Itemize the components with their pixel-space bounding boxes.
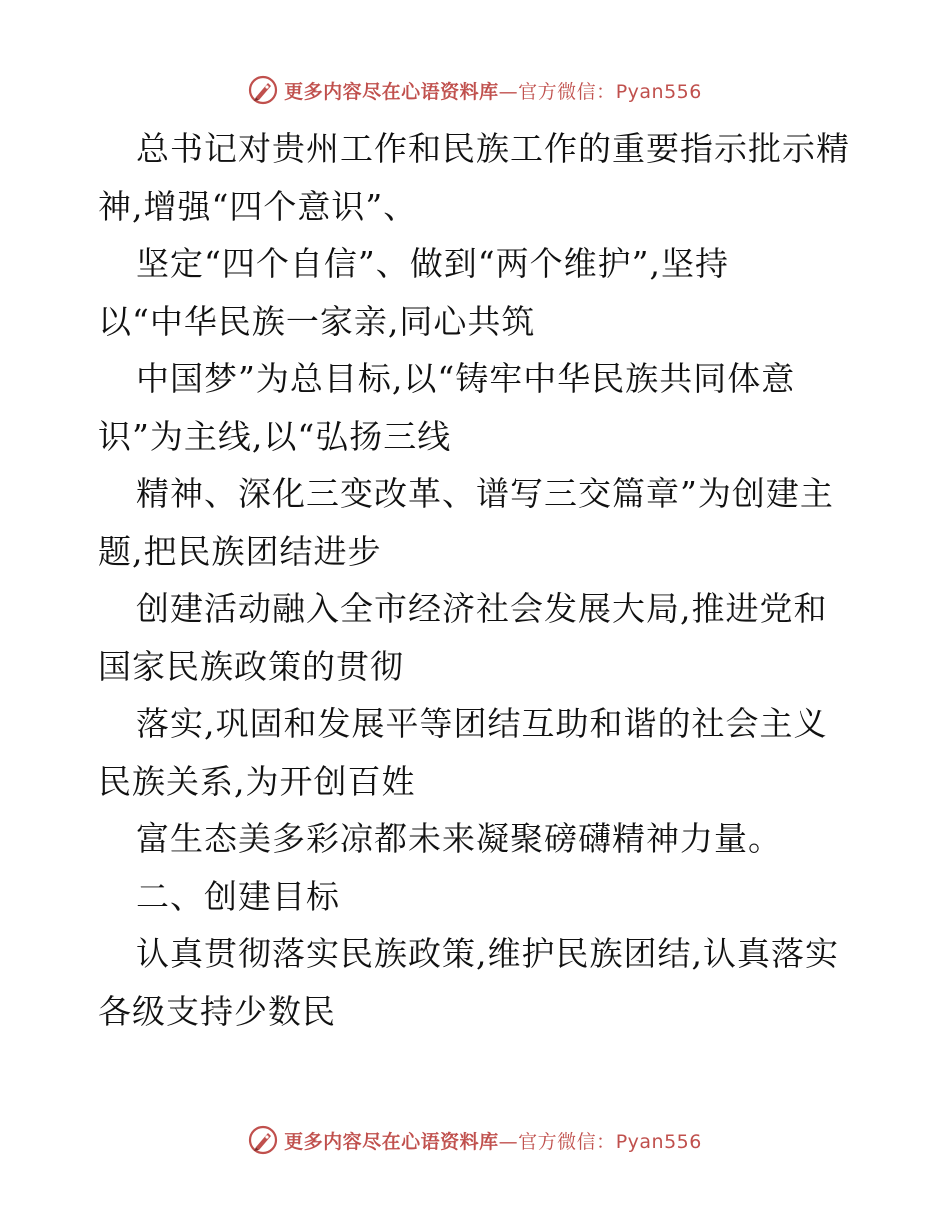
text-line: 精神、深化三变改革、谱写三交篇章”为创建主 (136, 474, 834, 513)
header-wechat-id: Pyan556 (615, 80, 702, 103)
text-line: 以“中华民族一家亲,同心共筑 (98, 301, 536, 341)
footer-separator: — (498, 1130, 519, 1153)
pen-logo-icon (248, 1125, 278, 1155)
footer-banner-text (284, 1127, 702, 1154)
text-line: 民族关系,为开创百姓 (98, 761, 416, 801)
header-banner (0, 70, 950, 110)
footer-banner (0, 1120, 950, 1160)
text-line: 神,增强“四个意识”、 (98, 186, 418, 226)
text-line: 富生态美多彩凉都未来凝聚磅礴精神力量。 (136, 819, 782, 858)
text-line: 题,把民族团结进步 (98, 531, 382, 571)
text-line: 识”为主线,以“弘扬三线 (98, 416, 452, 456)
text-line: 坚定“四个自信”、做到“两个维护”,坚持 (136, 244, 729, 283)
header-banner-text (284, 77, 702, 104)
text-line: 落实,巩固和发展平等团结互助和谐的社会主义 (136, 704, 828, 743)
text-line: 认真贯彻落实民族政策,维护民族团结,认真落实 (136, 934, 839, 973)
header-library-text: 更多内容尽在心语资料库 (284, 80, 499, 103)
text-line: 创建活动融入全市经济社会发展大局,推进党和 (136, 589, 828, 628)
footer-wechat-id: Pyan556 (615, 1130, 702, 1153)
header-banner-inner (248, 75, 702, 105)
text-line: 国家民族政策的贯彻 (98, 646, 404, 686)
text-line: 二、创建目标 (136, 876, 340, 916)
footer-library-text: 更多内容尽在心语资料库 (284, 1130, 499, 1153)
text-line: 中国梦”为总目标,以“铸牢中华民族共同体意 (136, 359, 796, 398)
text-line: 各级支持少数民 (98, 991, 336, 1031)
document-body (98, 120, 868, 1040)
footer-official-label: 官方微信： (518, 1130, 616, 1153)
paragraph-lines (98, 120, 868, 1040)
footer-banner-inner (248, 1125, 702, 1155)
text-line: 总书记对贵州工作和民族工作的重要指示批示精 (136, 129, 850, 168)
pen-logo-icon (248, 75, 278, 105)
header-official-label: 官方微信： (518, 80, 616, 103)
header-separator: — (498, 80, 519, 103)
